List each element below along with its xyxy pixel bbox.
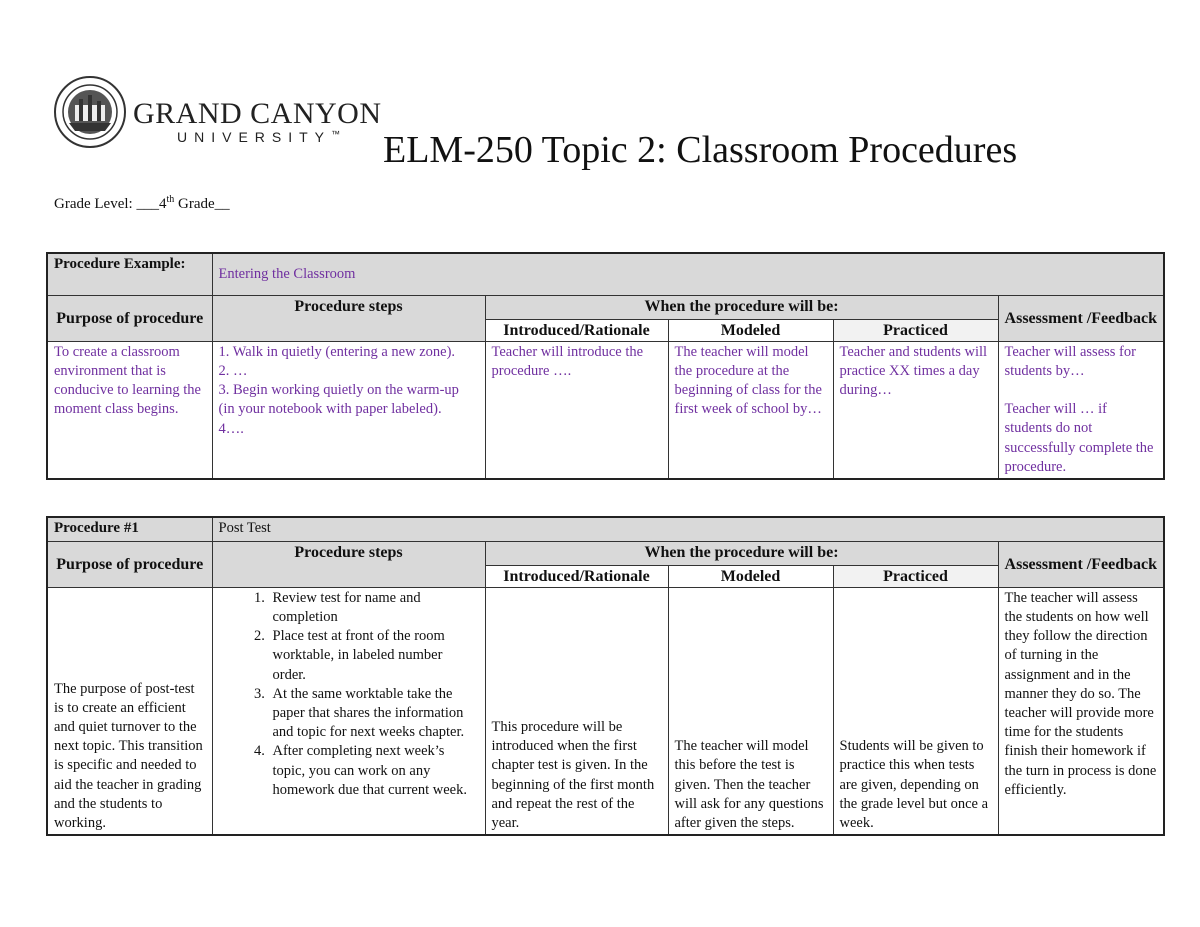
header-modeled: Modeled (668, 319, 833, 341)
procedure1-step: 2. Place test at front of the room worktable, in labeled number order. (269, 627, 479, 685)
procedure-example-table (46, 252, 1165, 480)
example-assessment: Teacher will assess for students by… Teacher will … if students do not successfully complete the procedure. (998, 341, 1164, 479)
trademark-symbol: ™ (331, 129, 341, 139)
example-purpose: To create a classroom environment that is conducive to learning the moment class begins. (47, 341, 212, 479)
header-steps: Procedure steps (212, 295, 485, 341)
procedure-1-table (46, 516, 1165, 836)
procedure1-step: 4. After completing next week’s topic, you can work on any homework due that current week. (269, 742, 479, 800)
example-introduced: Teacher will introduce the procedure …. (485, 341, 668, 479)
header-when: When the procedure will be: (485, 541, 998, 565)
procedure-label: Procedure Example: (47, 253, 212, 295)
header-when: When the procedure will be: (485, 295, 998, 319)
procedure1-modeled: The teacher will model this before the test is given. Then the teacher will ask for any questions after given the steps. (668, 587, 833, 835)
header-practiced: Practiced (833, 565, 998, 587)
procedure1-assessment: The teacher will assess the students on how well they follow the direction of turning in the assignment and in the manner they do so. The teacher will provide more time for the students finish their homework if the turn in process is done efficiently. (998, 587, 1164, 835)
example-step: 1. Walk in quietly (entering a new zone). (218, 343, 456, 360)
university-seal-icon (53, 75, 127, 149)
procedure-name: Entering the Classroom (212, 253, 1164, 295)
example-practiced: Teacher and students will practice XX times a day during… (833, 341, 998, 479)
procedure1-steps (212, 587, 485, 835)
header-introduced: Introduced/Rationale (485, 565, 668, 587)
header-assessment: Assessment /Feedback (998, 541, 1164, 587)
procedure1-introduced: This procedure will be introduced when the first chapter test is given. In the beginning of the first month and repeat the rest of the year. (485, 587, 668, 835)
procedure-name: Post Test (212, 517, 1164, 541)
header-practiced: Practiced (833, 319, 998, 341)
header-modeled: Modeled (668, 565, 833, 587)
grade-level: Grade Level: ___4th Grade__ (54, 194, 230, 212)
header-introduced: Introduced/Rationale (485, 319, 668, 341)
header-assessment: Assessment /Feedback (998, 295, 1164, 341)
example-step: 4…. (218, 420, 244, 437)
logo-name: GRAND CANYON (133, 97, 382, 130)
example-step: 3. Begin working quietly on the warm-up (in your notebook with paper labeled). (218, 382, 459, 418)
header-purpose: Purpose of procedure (47, 295, 212, 341)
header-purpose: Purpose of procedure (47, 541, 212, 587)
logo-subtitle: UNIVERSITY™ (177, 129, 341, 145)
example-modeled: The teacher will model the procedure at the beginning of class for the first week of school by… (668, 341, 833, 479)
document-title: ELM-250 Topic 2: Classroom Procedures (383, 129, 1018, 171)
example-steps (212, 341, 485, 479)
procedure-label: Procedure #1 (47, 517, 212, 541)
procedure1-practiced: Students will be given to practice this when tests are given, depending on the grade level but once a week. (833, 587, 998, 835)
example-step: 2. … (218, 362, 248, 379)
procedure1-purpose: The purpose of post-test is to create an efficient and quiet turnover to the next topic. This transition is specific and needed to aid the teacher in grading and the students to working. (47, 587, 212, 835)
header-steps: Procedure steps (212, 541, 485, 587)
university-logo (53, 75, 382, 145)
procedure1-step: 1. Review test for name and completion (269, 589, 479, 627)
procedure1-step: 3. At the same worktable take the paper that shares the information and topic for next weeks chapter. (269, 685, 479, 743)
